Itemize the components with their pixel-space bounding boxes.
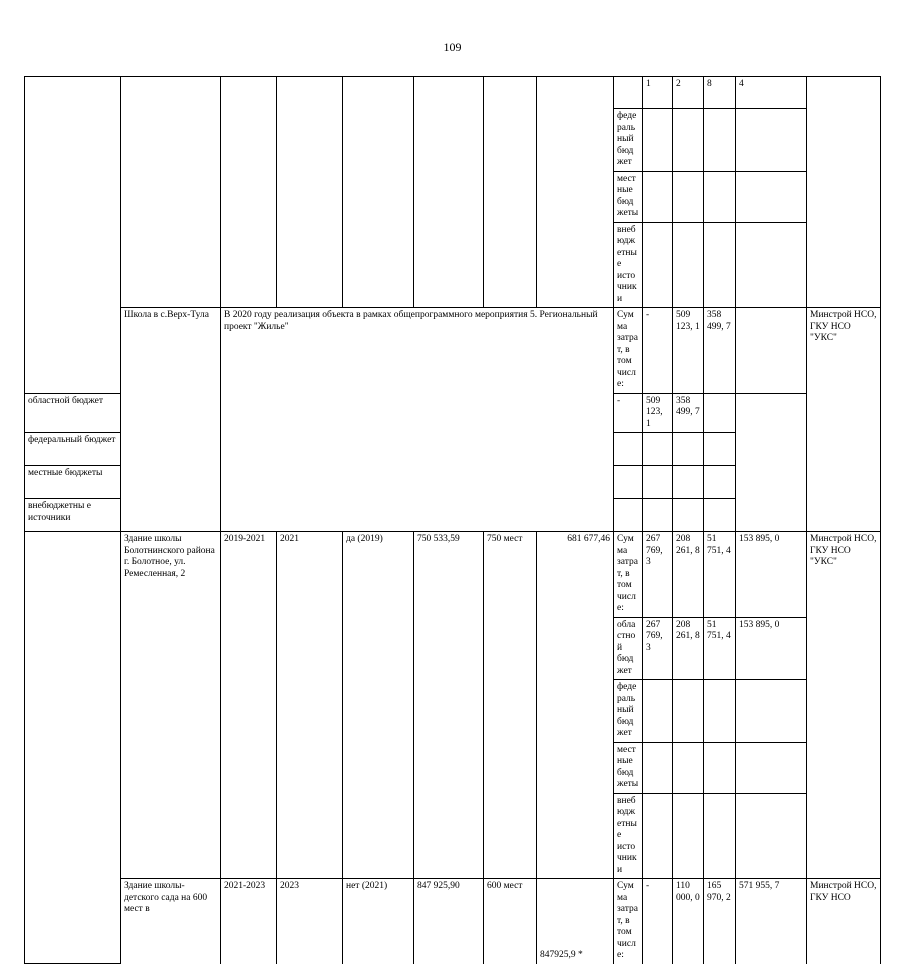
- empty-cell: [25, 532, 121, 964]
- executor: Минстрой НСО, ГКУ НСО "УКС": [807, 308, 881, 532]
- header-col-3: 8: [704, 77, 736, 109]
- period: 2021-2023: [221, 879, 277, 964]
- table-row: областной бюджет - 509 123, 1 358 499, 7: [25, 393, 881, 433]
- source-label: внебюджетны е источники: [25, 499, 121, 532]
- object-note: В 2020 году реализация объекта в рамках общепрограммного мероприятия 5. Региональный проект "Жилье": [221, 308, 614, 532]
- source-label: Сумма затрат, в том числе:: [614, 308, 643, 394]
- table-row: Здание школы Болотнинского района г. Болотное, ул. Ремесленная, 2 2019-2021 2021 да (2019) 750 533,59 750 мест 681 677,46 Сумма затрат, в том числе: 267 769, 3 208 261, 8 51 751, 4 153 895, 0 Минстрой НСО, ГКУ НСО "УКС": [25, 532, 881, 618]
- source-label: Сумма затрат, в том числе:: [614, 532, 643, 618]
- object-name: Здание школы-детского сада на 600 мест в: [121, 879, 221, 964]
- object-name: Школа в с.Верх-Тула: [121, 308, 221, 532]
- source-label: местные бюджеты: [614, 742, 643, 793]
- empty-cell: [25, 77, 121, 394]
- table-row: областной бюджет 267 769, 3 208 261, 8 51 751, 4 153 895, 0: [25, 617, 881, 680]
- cost: 847 925,90: [414, 879, 484, 964]
- source-label: областной бюджет: [25, 393, 121, 433]
- header-col-2: 2: [673, 77, 704, 109]
- executor: Минстрой НСО, ГКУ НСО: [807, 879, 881, 964]
- psd-status: нет (2021): [343, 879, 414, 964]
- object-name: Здание школы Болотнинского района г. Болотное, ул. Ремесленная, 2: [121, 532, 221, 879]
- remaining-cost: 847925,9 *: [537, 879, 614, 964]
- header-col-4: 4: [736, 77, 807, 109]
- object-table: [24, 76, 881, 964]
- table-row: [25, 77, 881, 109]
- table-row: Школа в с.Верх-Тула В 2020 году реализация объекта в рамках общепрограммного мероприятия 5. Региональный проект "Жилье" Сумма затрат, в том числе: - 509 123, 1 358 499, 7 Минстрой НСО, ГКУ НСО "УКС": [25, 308, 881, 394]
- year: 2021: [277, 532, 343, 879]
- source-label: федеральный бюджет: [614, 109, 643, 172]
- psd-status: да (2019): [343, 532, 414, 879]
- cost: 750 533,59: [414, 532, 484, 879]
- source-label: внебюджетны е источники: [614, 793, 643, 879]
- remaining-cost: 681 677,46: [537, 532, 614, 879]
- source-label: областной бюджет: [614, 617, 643, 680]
- source-label: внебюджетны е источники: [614, 222, 643, 308]
- source-label: местные бюджеты: [614, 171, 643, 222]
- source-label: федеральный бюджет: [25, 433, 121, 466]
- table-row: Здание школы-детского сада на 600 мест в 2021-2023 2023 нет (2021) 847 925,90 600 мест 847925,9 * Сумма затрат, в том числе: - 110 000, 0 165 970, 2 571 955, 7 Минстрой НСО, ГКУ НСО: [25, 879, 881, 964]
- page-number: 109: [443, 40, 462, 54]
- source-label: Сумма затрат, в том числе:: [614, 879, 643, 964]
- capacity: 600 мест: [484, 879, 537, 964]
- year: 2023: [277, 879, 343, 964]
- header-col-1: 1: [643, 77, 673, 109]
- capacity: 750 мест: [484, 532, 537, 879]
- source-label: федеральный бюджет: [614, 680, 643, 743]
- executor: Минстрой НСО, ГКУ НСО "УКС": [807, 532, 881, 879]
- source-label: местные бюджеты: [25, 466, 121, 499]
- period: 2019-2021: [221, 532, 277, 879]
- empty-cell: [121, 77, 221, 308]
